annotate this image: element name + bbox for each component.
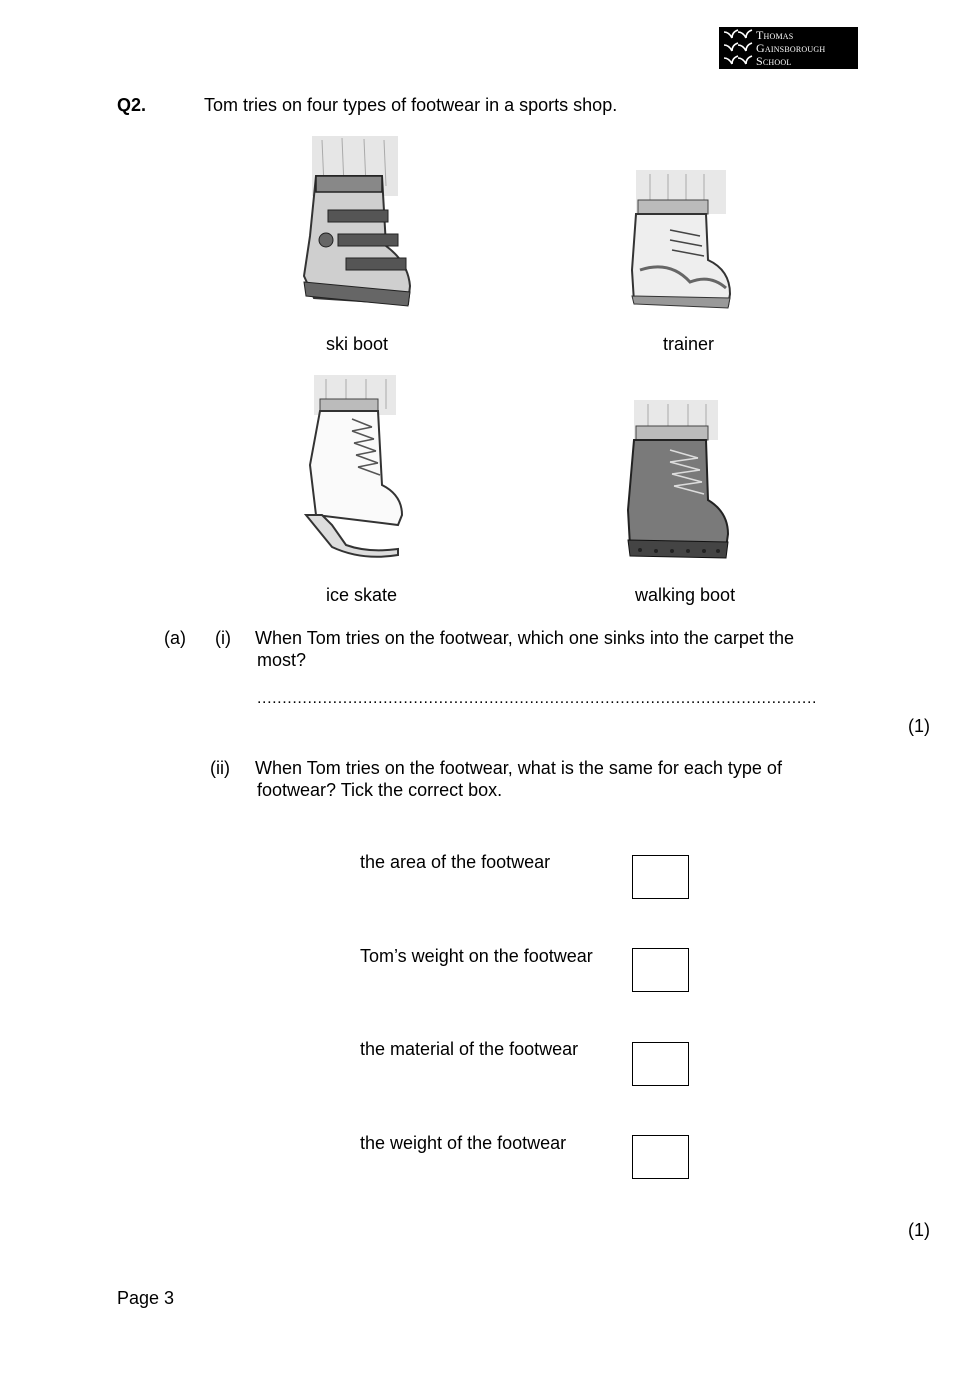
tick-box-option-1[interactable]: [632, 855, 689, 899]
question-number: Q2.: [117, 95, 147, 115]
logo-line-1: Thomas: [756, 28, 794, 42]
tick-box-option-3[interactable]: [632, 1042, 689, 1086]
footwear-label: ski boot: [326, 334, 389, 354]
school-logo: [719, 27, 858, 69]
leaf-crest-icon: [721, 28, 755, 68]
part-a-label: (a): [164, 628, 186, 648]
ski-boot-icon: [302, 136, 414, 310]
sub-ii-question-line-2: footwear? Tick the correct box.: [257, 780, 503, 800]
marks-sub-i: (1): [908, 716, 930, 736]
sub-ii-question-line-1: When Tom tries on the footwear, what is the same for each type of: [255, 758, 782, 778]
logo-line-2: Gainsborough: [756, 41, 826, 55]
footwear-label: ice skate: [326, 585, 398, 605]
tick-box-option-4[interactable]: [632, 1135, 689, 1179]
sub-ii-label: (ii): [210, 758, 230, 778]
walking-boot-icon: [626, 400, 730, 562]
marks-sub-ii: (1): [908, 1220, 930, 1240]
question-stem: Tom tries on four types of footwear in a sports shop.: [204, 95, 618, 115]
footwear-label: walking boot: [635, 585, 736, 605]
option-label: the material of the footwear: [360, 1039, 579, 1059]
option-label: Tom’s weight on the footwear: [360, 946, 593, 966]
trainer-icon: [630, 170, 734, 310]
tick-box-option-2[interactable]: [632, 948, 689, 992]
ice-skate-icon: [302, 375, 406, 561]
sub-i-question-line-2: most?: [257, 650, 307, 670]
sub-i-question-line-1: When Tom tries on the footwear, which one sinks into the carpet the: [255, 628, 794, 648]
option-label: the area of the footwear: [360, 852, 551, 872]
answer-line[interactable]: ...............................................................................................................: [257, 690, 818, 707]
page-number: Page 3: [117, 1288, 175, 1308]
option-label: the weight of the footwear: [360, 1133, 567, 1153]
footwear-label: trainer: [663, 334, 715, 354]
sub-i-label: (i): [215, 628, 231, 648]
logo-line-3: School: [756, 54, 792, 68]
